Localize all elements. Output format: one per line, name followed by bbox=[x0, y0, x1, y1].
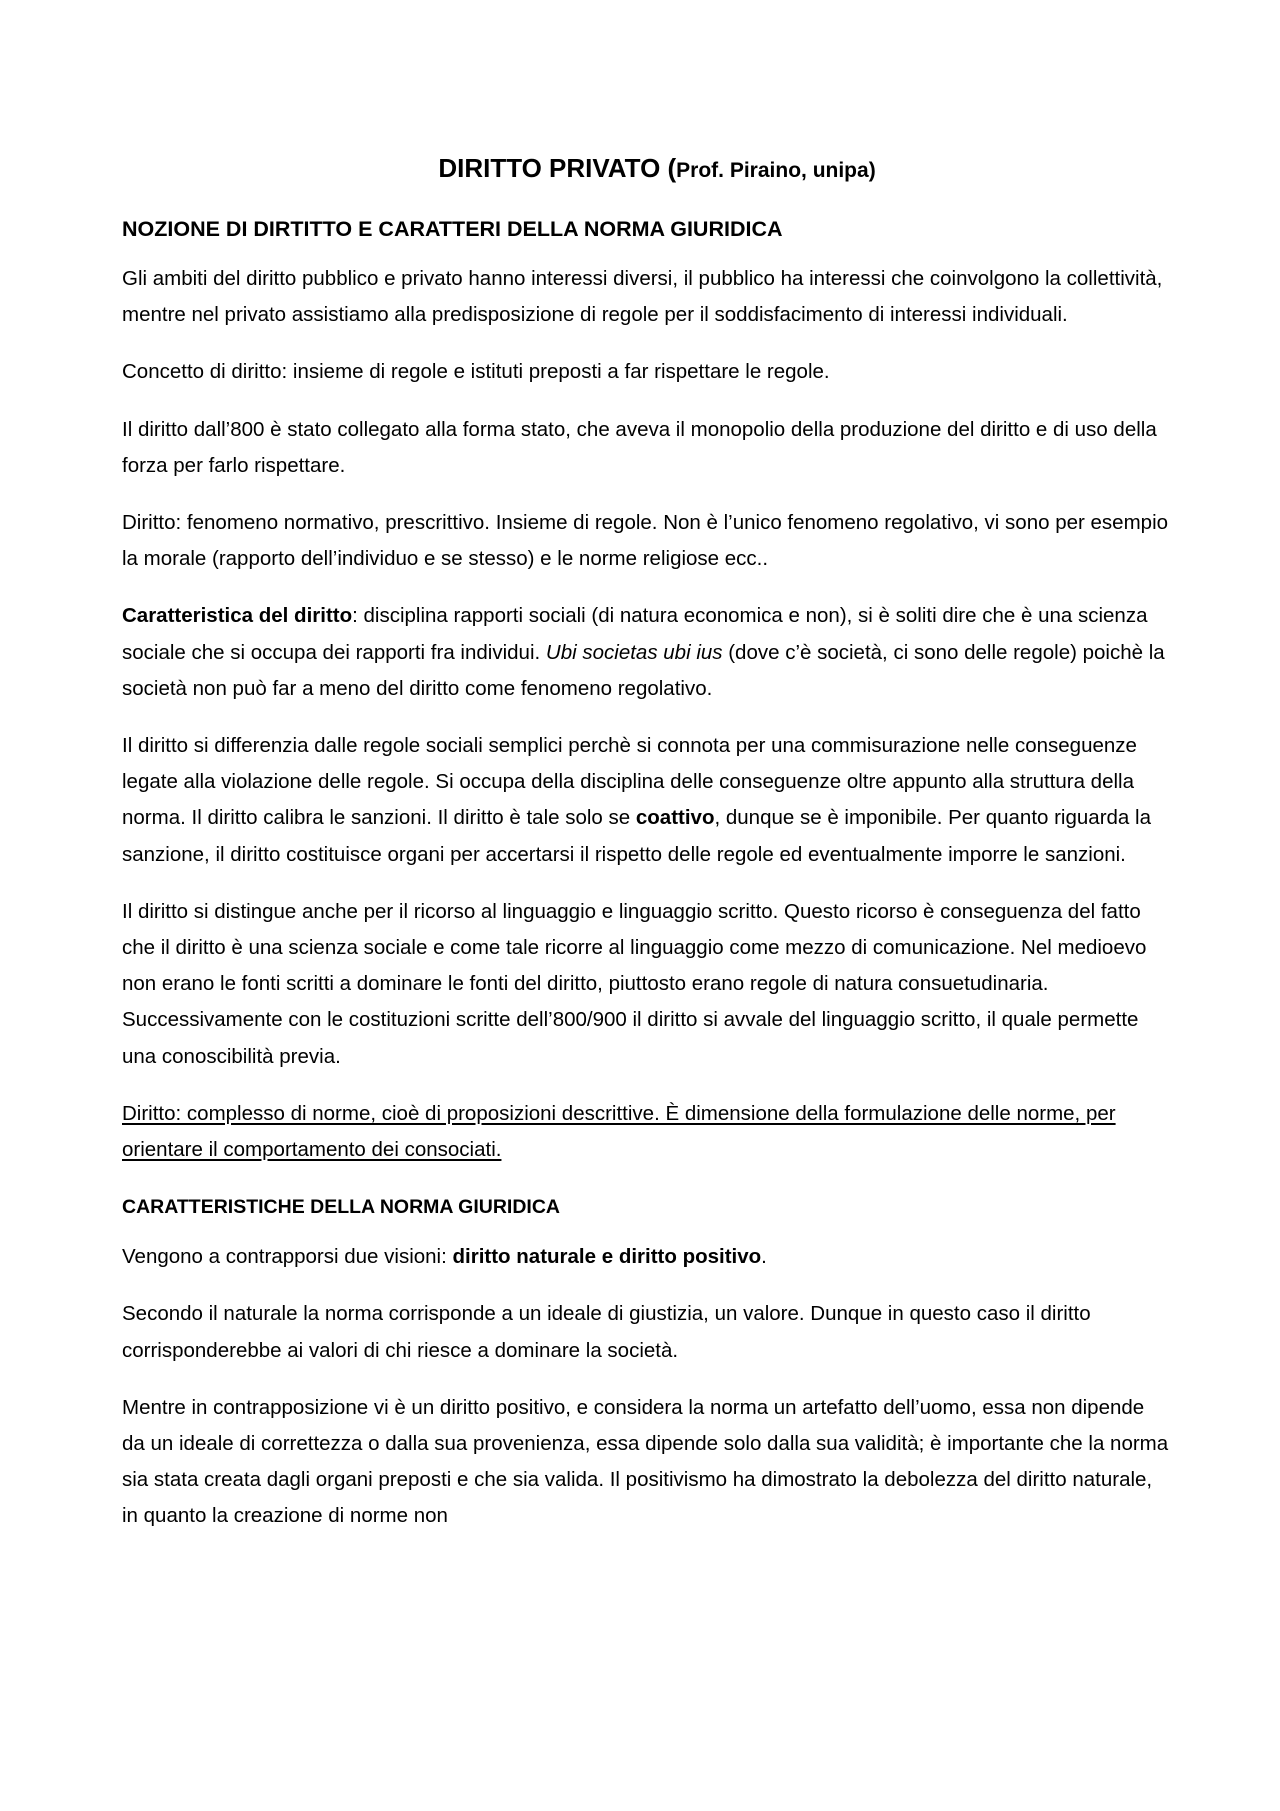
title-main: DIRITTO PRIVATO ( bbox=[438, 153, 677, 183]
title-sub: Prof. Piraino, unipa) bbox=[676, 159, 876, 182]
document-page bbox=[122, 150, 1172, 1556]
visioni-text-1: Vengono a contrapporsi due visioni: bbox=[122, 1245, 453, 1269]
paragraph-fenomeno-normativo: Diritto: fenomeno normativo, prescrittivo. Insieme di regole. Non è l’unico fenomeno regolativo, vi sono per esempio la morale (rapporto dell’individuo e se stesso) e le norme religiose ecc.. bbox=[122, 511, 1169, 571]
document-title bbox=[122, 150, 1172, 189]
section-heading-nozione: NOZIONE DI DIRTITTO E CARATTERI DELLA NORMA GIURIDICA bbox=[122, 217, 783, 241]
paragraph-diritto-800: Il diritto dall’800 è stato collegato alla forma stato, che aveva il monopolio della produzione del diritto e di uso della forza per farlo rispettare. bbox=[122, 417, 1157, 477]
caratteristica-bold: Caratteristica del diritto bbox=[122, 604, 353, 628]
coattivo-bold: coattivo bbox=[635, 806, 715, 830]
paragraph-positivo: Mentre in contrapposizione vi è un diritto positivo, e considera la norma un artefatto dell’uomo, essa non dipende da un ideale di correttezza o dalla sua provenienza, essa dipende solo dalla sua validità; è importante che la norma sia stata creata dagli organi preposti e che sia valida. Il positivismo ha dimostrato la debolezza del diritto naturale, in quanto la creazione di norme non bbox=[122, 1395, 1169, 1528]
paragraph-definizione-underlined: Diritto: complesso di norme, cioè di proposizioni descrittive. È dimensione della formulazione delle norme, per orientare il comportamento dei consociati. bbox=[122, 1101, 1116, 1162]
differenzia-text-2: , dunque se è imponibile. Per quanto riguarda la sanzione, il diritto costituisce organi per accertarsi il rispetto delle regole ed eventualmente imporre le sanzioni. bbox=[122, 806, 1151, 866]
paragraph-concetto: Concetto di diritto: insieme di regole e istituti preposti a far rispettare le regole. bbox=[122, 360, 830, 384]
caratteristica-text-1: : disciplina rapporti sociali (di natura economica e non), si è soliti dire che è una scienza sociale che si occupa dei rapporti fra individui. bbox=[122, 604, 1148, 664]
latin-phrase: Ubi societas ubi ius bbox=[545, 640, 723, 664]
visioni-bold: diritto naturale e diritto positivo bbox=[452, 1245, 762, 1269]
section-heading-caratteristiche: CARATTERISTICHE DELLA NORMA GIURIDICA bbox=[122, 1196, 561, 1219]
differenzia-text-1: Il diritto si differenzia dalle regole sociali semplici perchè si connota per una commisurazione nelle conseguenze legate alla violazione delle regole. Si occupa della disciplina delle conseguenze oltre appunto alla struttura della norma. Il diritto calibra le sanzioni. Il diritto è tale solo se bbox=[122, 734, 1137, 830]
paragraph-differenzia bbox=[122, 728, 1172, 873]
paragraph-ambiti: Gli ambiti del diritto pubblico e privato hanno interessi diversi, il pubblico ha interessi che coinvolgono la collettività, mentre nel privato assistiamo alla predisposizione di regole per il soddisfacimento di interessi individuali. bbox=[122, 267, 1163, 327]
paragraph-naturale: Secondo il naturale la norma corrisponde a un ideale di giustizia, un valore. Dunque in questo caso il diritto corrisponderebbe ai valori di chi riesce a dominare la società. bbox=[122, 1302, 1091, 1362]
paragraph-linguaggio: Il diritto si distingue anche per il ricorso al linguaggio e linguaggio scritto. Questo ricorso è conseguenza del fatto che il diritto è una scienza sociale e come tale ricorre al linguaggio come mezzo di comunicazione. Nel medioevo non erano le fonti scritti a dominare le fonti del diritto, piuttosto erano regole di natura consuetudinaria. Successivamente con le costituzioni scritte dell’800/900 il diritto si avvale del linguaggio scritto, il quale permette una conoscibilità previa. bbox=[122, 899, 1147, 1068]
visioni-text-2: . bbox=[761, 1245, 767, 1269]
caratteristica-text-2: (dove c’è società, ci sono delle regole) poichè la società non può far a meno del diritto come fenomeno regolativo. bbox=[122, 640, 1165, 700]
paragraph-caratteristica bbox=[122, 598, 1172, 707]
paragraph-visioni bbox=[122, 1239, 1172, 1275]
